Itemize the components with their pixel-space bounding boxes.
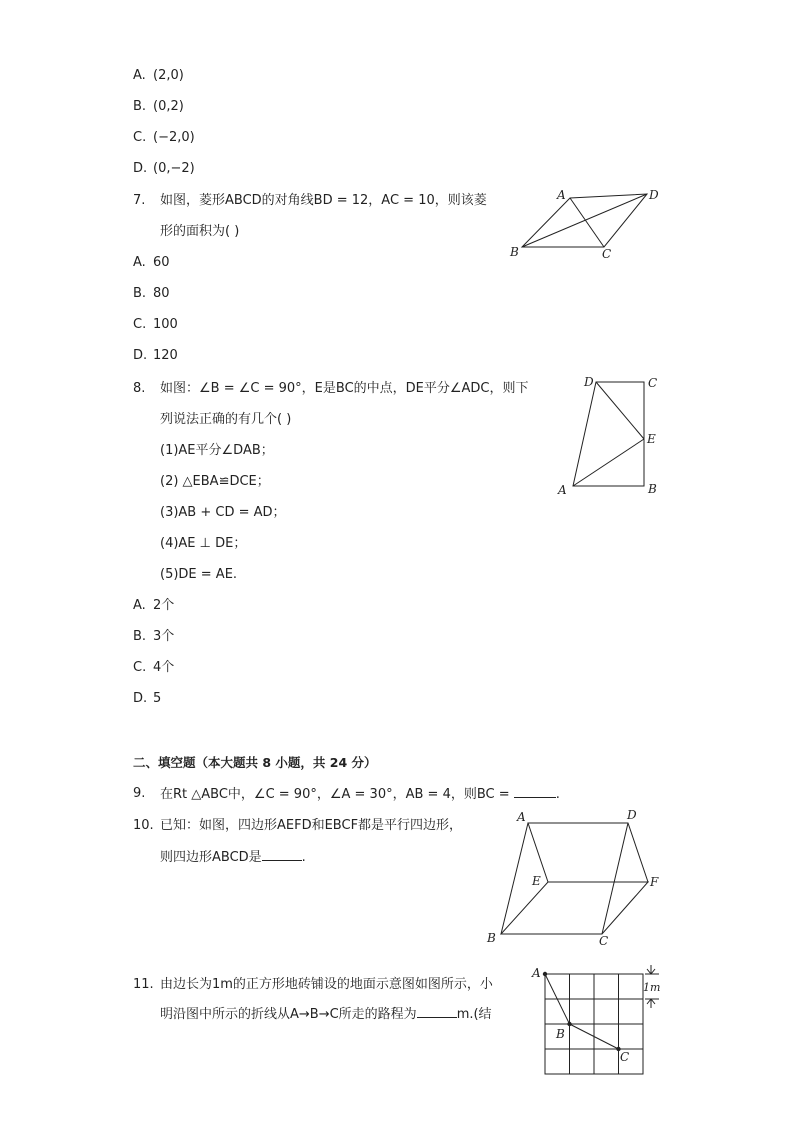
label-b: B <box>648 482 657 496</box>
label-f: F <box>650 875 659 889</box>
label-d: D <box>649 188 659 202</box>
segment-ab <box>501 823 528 934</box>
q8-option-d: D. 5 <box>133 691 162 706</box>
label-b: B <box>510 245 519 259</box>
label-b: B <box>487 931 496 945</box>
label-c: C <box>648 376 658 390</box>
segment-ae <box>573 439 644 486</box>
q9-answer-blank[interactable] <box>514 785 556 798</box>
q7-option-b: B. 80 <box>133 286 170 301</box>
q6-option-b: B. (0,2) <box>133 99 184 114</box>
label-e: E <box>647 432 656 446</box>
label-a: A <box>532 966 541 980</box>
q11-number: 11. <box>133 977 154 992</box>
segment-de <box>596 382 644 439</box>
q8-number: 8. <box>133 381 146 396</box>
q9-stem: 在Rt △ABC中，∠C = 90°，∠A = 30°，AB = 4，则BC = . <box>160 787 560 802</box>
q8-stem-line1: 如图：∠B = ∠C = 90°，E是BC的中点，DE平分∠ADC，则下 <box>160 381 529 396</box>
q10-stem-line2: 则四边形ABCD是 . <box>160 850 306 865</box>
q10-number: 10. <box>133 818 154 833</box>
q10-parallelogram-figure <box>483 806 668 948</box>
q7-stem-line2: 形的面积为( ) <box>160 224 240 239</box>
q11-grid-figure <box>527 962 667 1080</box>
label-d: D <box>627 808 637 822</box>
q7-option-d: D. 120 <box>133 348 178 363</box>
q8-statement-1: (1)AE平分∠DAB； <box>160 443 274 458</box>
q6-option-a: A. (2,0) <box>133 68 184 83</box>
q9-number: 9. <box>133 786 146 801</box>
q10-answer-blank[interactable] <box>262 848 302 861</box>
label-d: D <box>584 375 594 389</box>
q7-stem-line1: 如图，菱形ABCD的对角线BD = 12，AC = 10，则该菱 <box>160 193 487 208</box>
segment-dc <box>602 823 628 934</box>
label-unit: 1m <box>643 981 661 994</box>
q11-stem-line2: 明沿图中所示的折线从A→B→C所走的路程为 m.(结 <box>160 1007 492 1022</box>
q8-statement-4: (4)AE ⊥ DE； <box>160 536 247 551</box>
q8-option-c: C. 4个 <box>133 660 175 675</box>
q7-number: 7. <box>133 193 146 208</box>
q7-option-c: C. 100 <box>133 317 178 332</box>
q7-option-a: A. 60 <box>133 255 170 270</box>
label-a: A <box>558 483 567 497</box>
q6-option-d: D. (0,−2) <box>133 161 195 176</box>
q8-statement-5: (5)DE = AE. <box>160 567 238 582</box>
label-a: A <box>517 810 526 824</box>
q8-trapezoid-figure <box>555 373 665 498</box>
q10-stem-line1: 已知：如图，四边形AEFD和EBCF都是平行四边形， <box>160 818 463 833</box>
q8-stem-line2: 列说法正确的有几个( ) <box>160 412 292 427</box>
q8-option-b: B. 3个 <box>133 629 175 644</box>
q8-option-a: A. 2个 <box>133 598 175 613</box>
parallelogram-ebcf <box>501 882 648 934</box>
point-b <box>567 1022 571 1026</box>
diagonal-ac <box>570 198 604 247</box>
diagonal-bd <box>522 194 647 247</box>
label-c: C <box>599 934 609 948</box>
label-b: B <box>556 1027 565 1041</box>
q11-stem-line1: 由边长为1m的正方形地砖铺设的地面示意图如图所示，小 <box>160 977 493 992</box>
q11-answer-blank[interactable] <box>417 1005 457 1018</box>
point-a <box>543 972 547 976</box>
label-e: E <box>532 874 541 888</box>
q6-option-c: C. (−2,0) <box>133 130 195 145</box>
label-a: A <box>557 188 566 202</box>
parallelogram-aefd <box>528 823 648 882</box>
q7-rhombus-figure <box>505 185 670 265</box>
label-c: C <box>602 247 612 261</box>
q8-statement-3: (3)AB + CD = AD； <box>160 505 286 520</box>
section-title-fill-in: 二、填空题（本大题共 8 小题，共 24 分） <box>133 755 377 770</box>
label-c: C <box>620 1050 630 1064</box>
q8-statement-2: (2) △EBA≌DCE； <box>160 474 270 489</box>
